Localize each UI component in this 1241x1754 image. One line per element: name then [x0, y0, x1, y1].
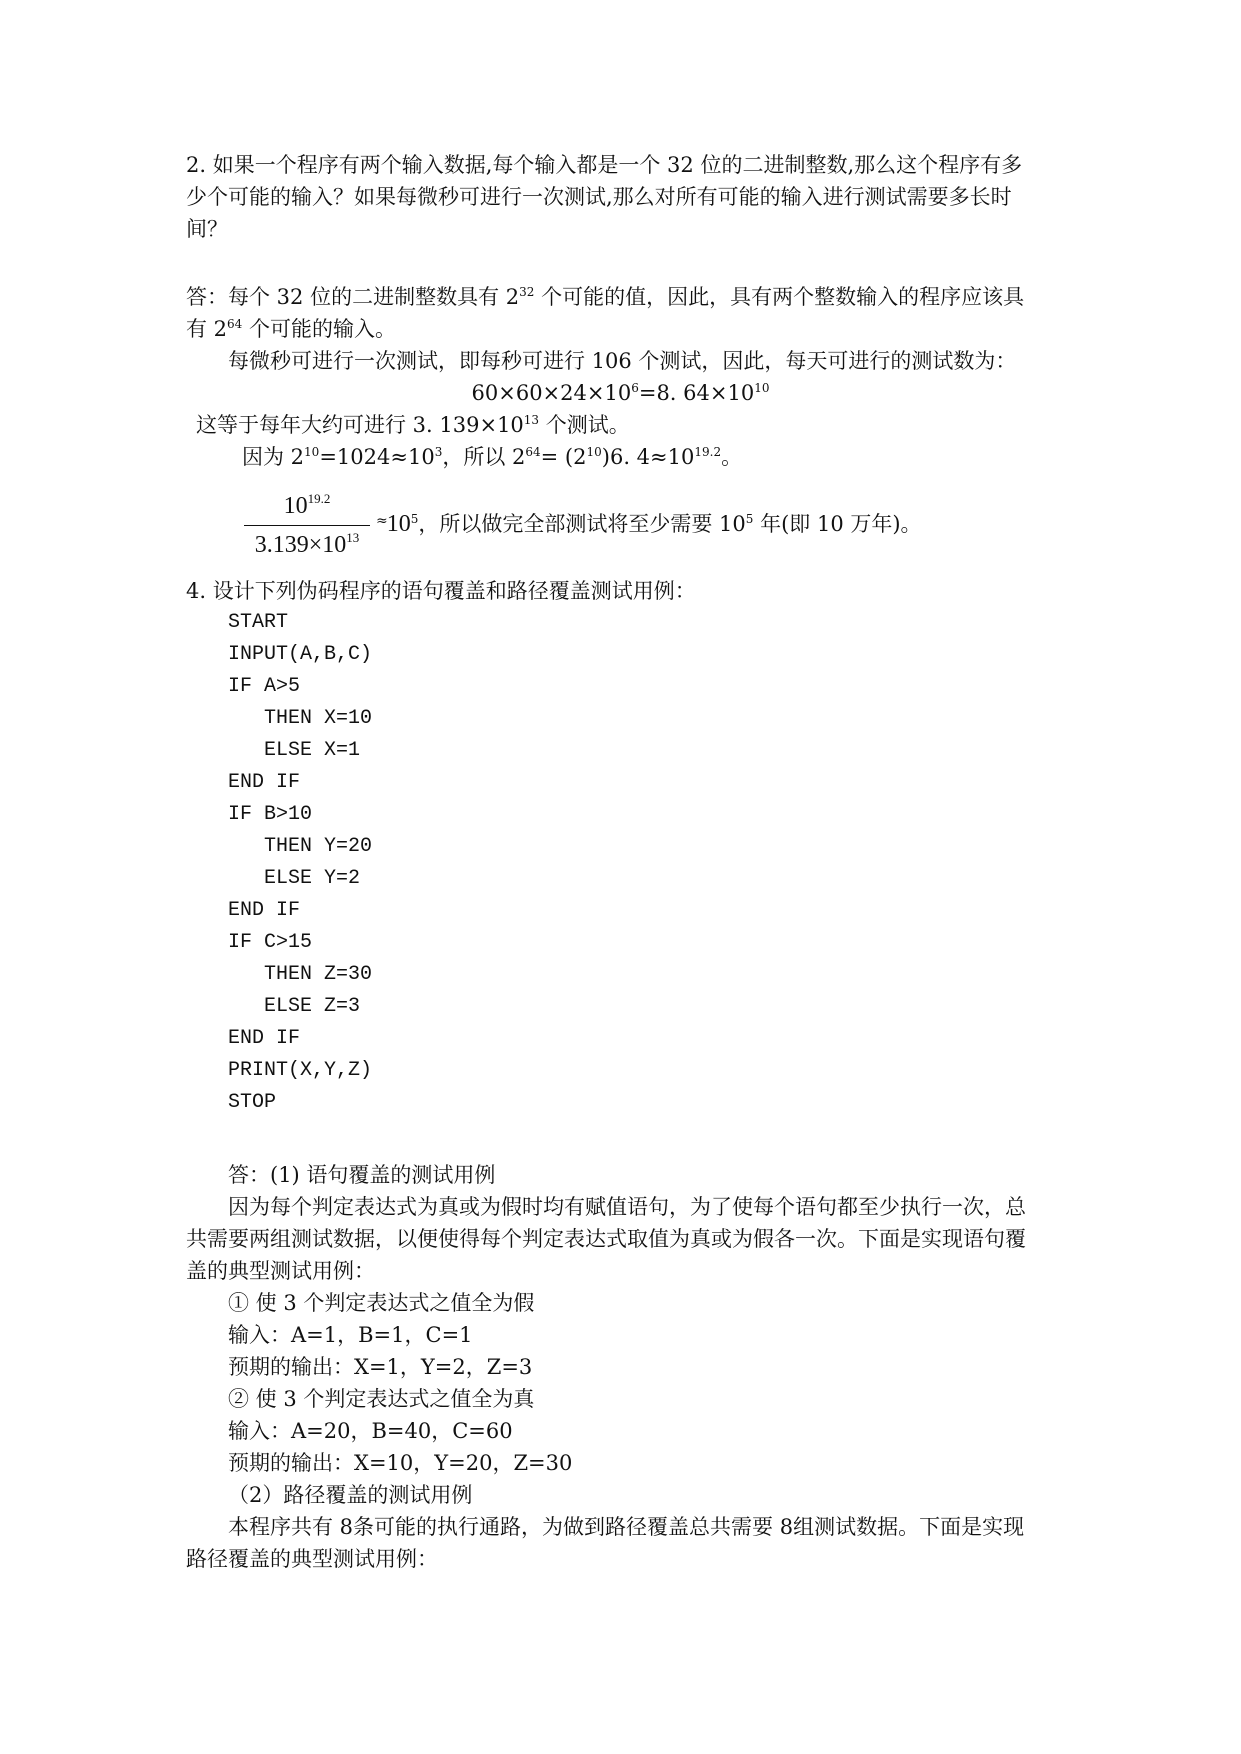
approximation-line: $^\approx 10^5$，所以做完全部测试将至少需要 $10^5$ 年(即 10 万年)。: [376, 511, 922, 537]
fraction-numerator: $10^{19.2}$: [283, 491, 331, 519]
case-2-title: ② 使 3 个判定表达式之值全为真: [228, 1387, 535, 1411]
case-1-output: 预期的输出：X=1，Y=2，Z=3: [228, 1355, 533, 1379]
code-line: STOP: [228, 1091, 277, 1114]
fraction-bar: [244, 525, 370, 526]
case-1-title: ① 使 3 个判定表达式之值全为假: [228, 1291, 535, 1315]
answer-4-paragraph-line-3: 盖的典型测试用例：: [186, 1259, 375, 1283]
code-line: THEN Y=20: [228, 835, 373, 858]
question-2-line-2: 少个可能的输入？如果每微秒可进行一次测试,那么对所有可能的输入进行测试需要多长时: [186, 185, 1012, 209]
answer-2-line-5: 这等于每年大约可进行 3. $139\times 10^{13}$ 个测试。: [196, 413, 630, 437]
code-line: IF C>15: [228, 931, 313, 954]
code-line: INPUT(A,B,C): [228, 643, 373, 666]
question-4-title: 4. 设计下列伪码程序的语句覆盖和路径覆盖测试用例：: [186, 579, 696, 603]
answer-2-line-1: 答：每个 32 位的二进制整数具有 $2^{32}$ 个可能的值，因此，具有两个整数输入的程序应该具: [186, 285, 1025, 309]
code-line: ELSE Y=2: [228, 867, 361, 890]
answer-2-line-3: 每微秒可进行一次测试，即每秒可进行 106 个测试，因此，每天可进行的测试数为：: [228, 349, 1017, 373]
answer-4-paragraph-line-4: 本程序共有 8条可能的执行通路，为做到路径覆盖总共需要 8组测试数据。下面是实现: [228, 1515, 1025, 1539]
question-2-line-1: 2. 如果一个程序有两个输入数据,每个输入都是一个 32 位的二进制整数,那么这个程序有多: [186, 153, 1023, 177]
code-line: THEN X=10: [228, 707, 373, 730]
fraction-denominator: $3.139\times 10^{13}$: [254, 530, 360, 558]
fraction-formula: [244, 492, 370, 562]
code-line: ELSE X=1: [228, 739, 361, 762]
code-line: IF B>10: [228, 803, 313, 826]
case-2-input: 输入：A=20，B=40，C=60: [228, 1419, 513, 1443]
code-line: END IF: [228, 1027, 301, 1050]
code-line: IF A>5: [228, 675, 301, 698]
code-line: END IF: [228, 899, 301, 922]
answer-4-paragraph-line-1: 因为每个判定表达式为真或为假时均有赋值语句，为了使每个语句都至少执行一次，总: [228, 1195, 1026, 1219]
question-2-line-3: 间？: [186, 217, 228, 241]
answer-4-paragraph-line-2: 共需要两组测试数据，以便使得每个判定表达式取值为真或为假各一次。下面是实现语句覆: [186, 1227, 1026, 1251]
code-line: END IF: [228, 771, 301, 794]
case-1-input: 输入：A=1，B=1，C=1: [228, 1323, 473, 1347]
answer-4-heading-2: （2）路径覆盖的测试用例: [228, 1483, 473, 1507]
answer-2-line-6: 因为 $2^{10}=1024\approx 10^3$，所以 $2^{64}= (2^{10})6$. $4\approx 10^{19.2}$。: [242, 445, 743, 469]
case-2-output: 预期的输出：X=10，Y=20，Z=30: [228, 1451, 573, 1475]
code-line: ELSE Z=3: [228, 995, 361, 1018]
code-line: THEN Z=30: [228, 963, 373, 986]
answer-4-paragraph-line-5: 路径覆盖的典型测试用例：: [186, 1547, 438, 1571]
answer-2-line-2: 有 $2^{64}$ 个可能的输入。: [186, 317, 397, 341]
code-line: PRINT(X,Y,Z): [228, 1059, 373, 1082]
answer-2-equation-1: $60\times 60\times 24\times 10^6=8$. $64\times 10^{10}$: [471, 381, 770, 405]
code-line: START: [228, 611, 289, 634]
answer-4-heading-1: 答：(1) 语句覆盖的测试用例: [228, 1163, 496, 1187]
